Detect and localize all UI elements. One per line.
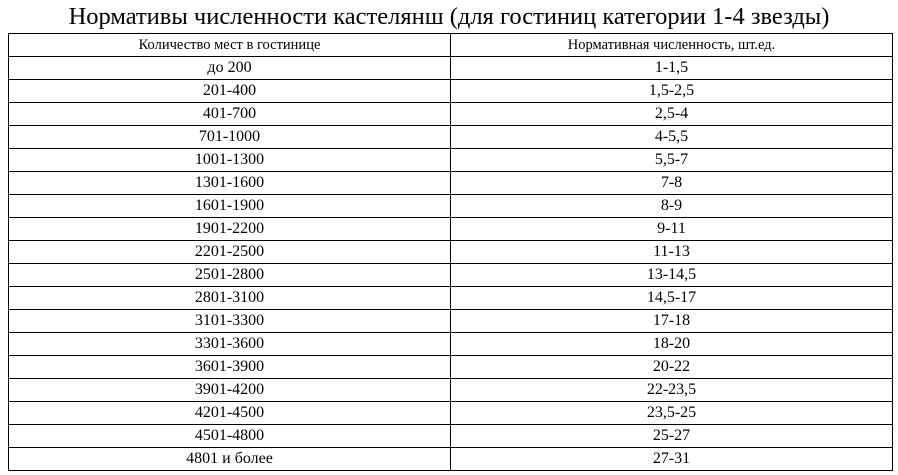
staff-count-cell: 7-8	[451, 172, 893, 195]
staff-count-cell: 14,5-17	[451, 287, 893, 310]
places-range-cell: 3601-3900	[9, 356, 451, 379]
staff-count-cell: 13-14,5	[451, 264, 893, 287]
column-header-staff-count: Нормативная численность, шт.ед.	[451, 34, 893, 57]
staff-count-cell: 23,5-25	[451, 402, 893, 425]
staff-count-cell: 18-20	[451, 333, 893, 356]
staffing-norms-table	[8, 33, 893, 471]
staff-count-cell: 17-18	[451, 310, 893, 333]
table-row	[9, 126, 893, 149]
table-row	[9, 310, 893, 333]
places-range-cell: 1901-2200	[9, 218, 451, 241]
staff-count-cell: 1,5-2,5	[451, 80, 893, 103]
staff-count-cell: 9-11	[451, 218, 893, 241]
table-row	[9, 57, 893, 80]
places-range-cell: 3101-3300	[9, 310, 451, 333]
staff-count-cell: 4-5,5	[451, 126, 893, 149]
table-row	[9, 287, 893, 310]
staff-count-cell: 20-22	[451, 356, 893, 379]
places-range-cell: 1301-1600	[9, 172, 451, 195]
table-row	[9, 103, 893, 126]
places-range-cell: 2801-3100	[9, 287, 451, 310]
staff-count-cell: 1-1,5	[451, 57, 893, 80]
places-range-cell: до 200	[9, 57, 451, 80]
places-range-cell: 4801 и более	[9, 448, 451, 471]
places-range-cell: 1601-1900	[9, 195, 451, 218]
places-range-cell: 2201-2500	[9, 241, 451, 264]
table-row	[9, 333, 893, 356]
table-row	[9, 402, 893, 425]
places-range-cell: 3901-4200	[9, 379, 451, 402]
table-row	[9, 241, 893, 264]
table-row	[9, 218, 893, 241]
places-range-cell: 2501-2800	[9, 264, 451, 287]
table-row	[9, 425, 893, 448]
staff-count-cell: 25-27	[451, 425, 893, 448]
table-row	[9, 448, 893, 471]
table-row	[9, 149, 893, 172]
column-header-places: Количество мест в гостинице	[9, 34, 451, 57]
staff-count-cell: 2,5-4	[451, 103, 893, 126]
places-range-cell: 3301-3600	[9, 333, 451, 356]
table-row	[9, 195, 893, 218]
staff-count-cell: 8-9	[451, 195, 893, 218]
places-range-cell: 401-700	[9, 103, 451, 126]
staff-count-cell: 11-13	[451, 241, 893, 264]
places-range-cell: 701-1000	[9, 126, 451, 149]
table-row	[9, 264, 893, 287]
table-row	[9, 172, 893, 195]
table-row	[9, 356, 893, 379]
places-range-cell: 201-400	[9, 80, 451, 103]
places-range-cell: 4501-4800	[9, 425, 451, 448]
staff-count-cell: 5,5-7	[451, 149, 893, 172]
page-title: Нормативы численности кастелянш (для гостиниц категории 1-4 звезды)	[68, 3, 830, 30]
staff-count-cell: 22-23,5	[451, 379, 893, 402]
places-range-cell: 4201-4500	[9, 402, 451, 425]
table-header-row	[9, 34, 893, 57]
table-row	[9, 379, 893, 402]
staff-count-cell: 27-31	[451, 448, 893, 471]
places-range-cell: 1001-1300	[9, 149, 451, 172]
table-row	[9, 80, 893, 103]
table-body	[9, 57, 893, 471]
